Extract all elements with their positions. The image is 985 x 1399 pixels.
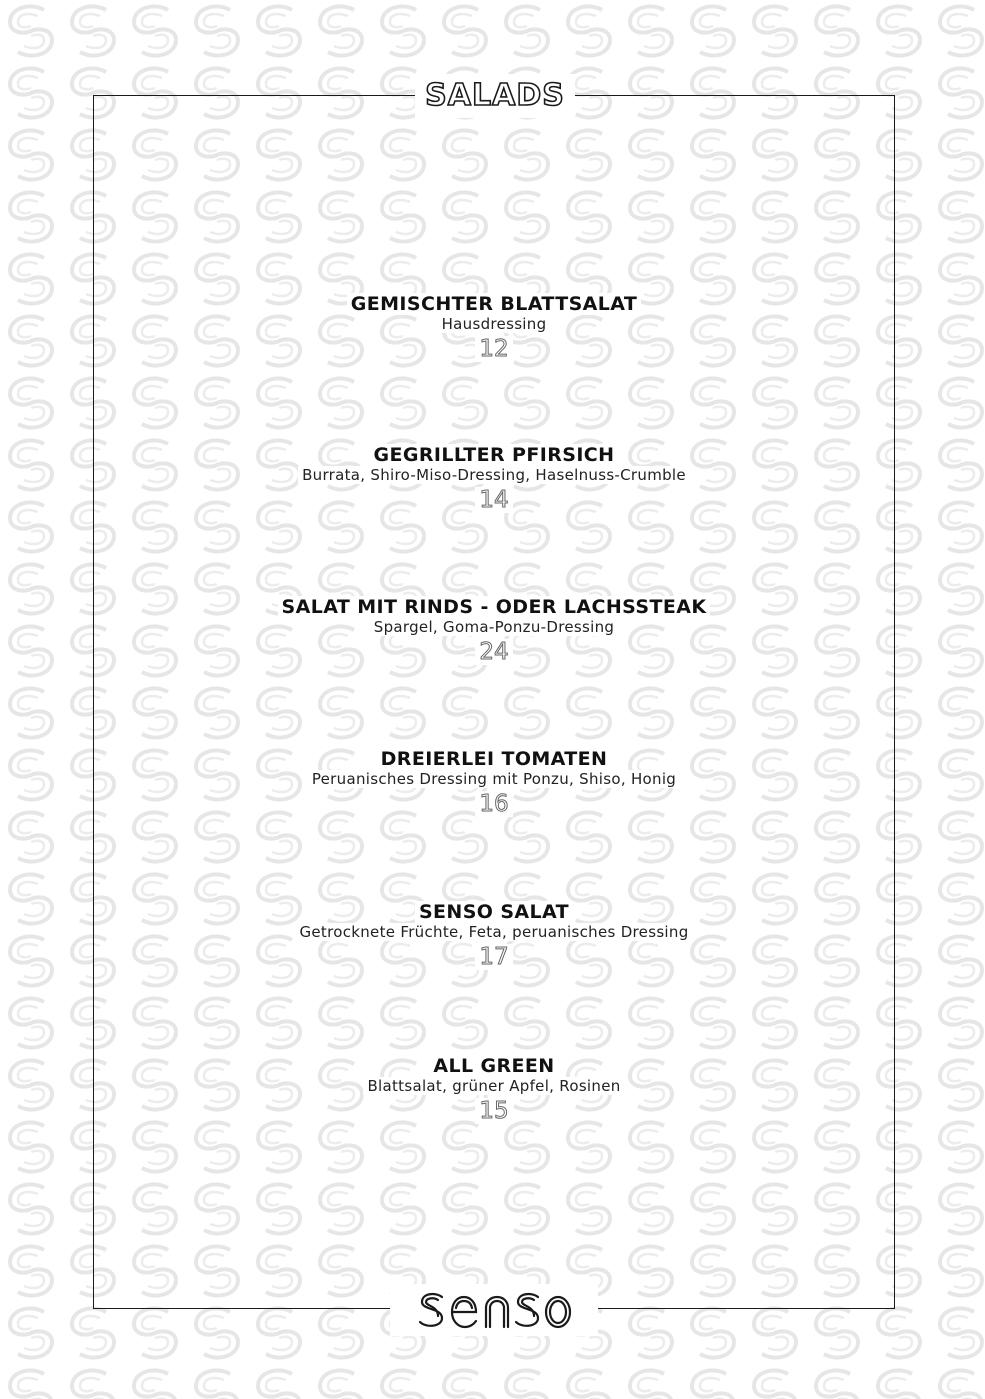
item-description: Hausdressing [438, 315, 551, 333]
item-description: Blattsalat, grüner Apfel, Rosinen [363, 1077, 624, 1095]
item-price: 14 [475, 487, 512, 513]
item-name: ALL GREEN [429, 1055, 558, 1077]
item-price: 24 [475, 639, 512, 665]
section-heading-container [415, 74, 575, 118]
item-price: 12 [475, 336, 512, 362]
item-name: SENSO SALAT [415, 901, 573, 923]
item-name: GEGRILLTER PFIRSICH [370, 444, 619, 466]
item-price: 16 [475, 791, 512, 817]
item-description: Burrata, Shiro-Miso-Dressing, Haselnuss-Crumble [298, 466, 690, 484]
menu-item [93, 901, 895, 970]
brand-logo-container [390, 1284, 598, 1336]
menu-item [93, 596, 895, 665]
item-description: Spargel, Goma-Ponzu-Dressing [370, 618, 618, 636]
item-description: Peruanisches Dressing mit Ponzu, Shiso, Honig [308, 770, 680, 788]
item-price: 17 [475, 944, 512, 970]
menu-item [93, 1055, 895, 1124]
senso-logo-icon [414, 1288, 574, 1332]
menu-frame [93, 95, 895, 1309]
item-name: DREIERLEI TOMATEN [377, 748, 612, 770]
menu-item [93, 748, 895, 817]
section-title: SALADS [425, 78, 565, 113]
item-name: GEMISCHTER BLATTSALAT [347, 293, 642, 315]
item-description: Getrocknete Früchte, Feta, peruanisches Dressing [295, 923, 692, 941]
menu-item [93, 444, 895, 513]
menu-item [93, 293, 895, 362]
item-name: SALAT MIT RINDS - ODER LACHSSTEAK [278, 596, 711, 618]
item-price: 15 [475, 1098, 512, 1124]
